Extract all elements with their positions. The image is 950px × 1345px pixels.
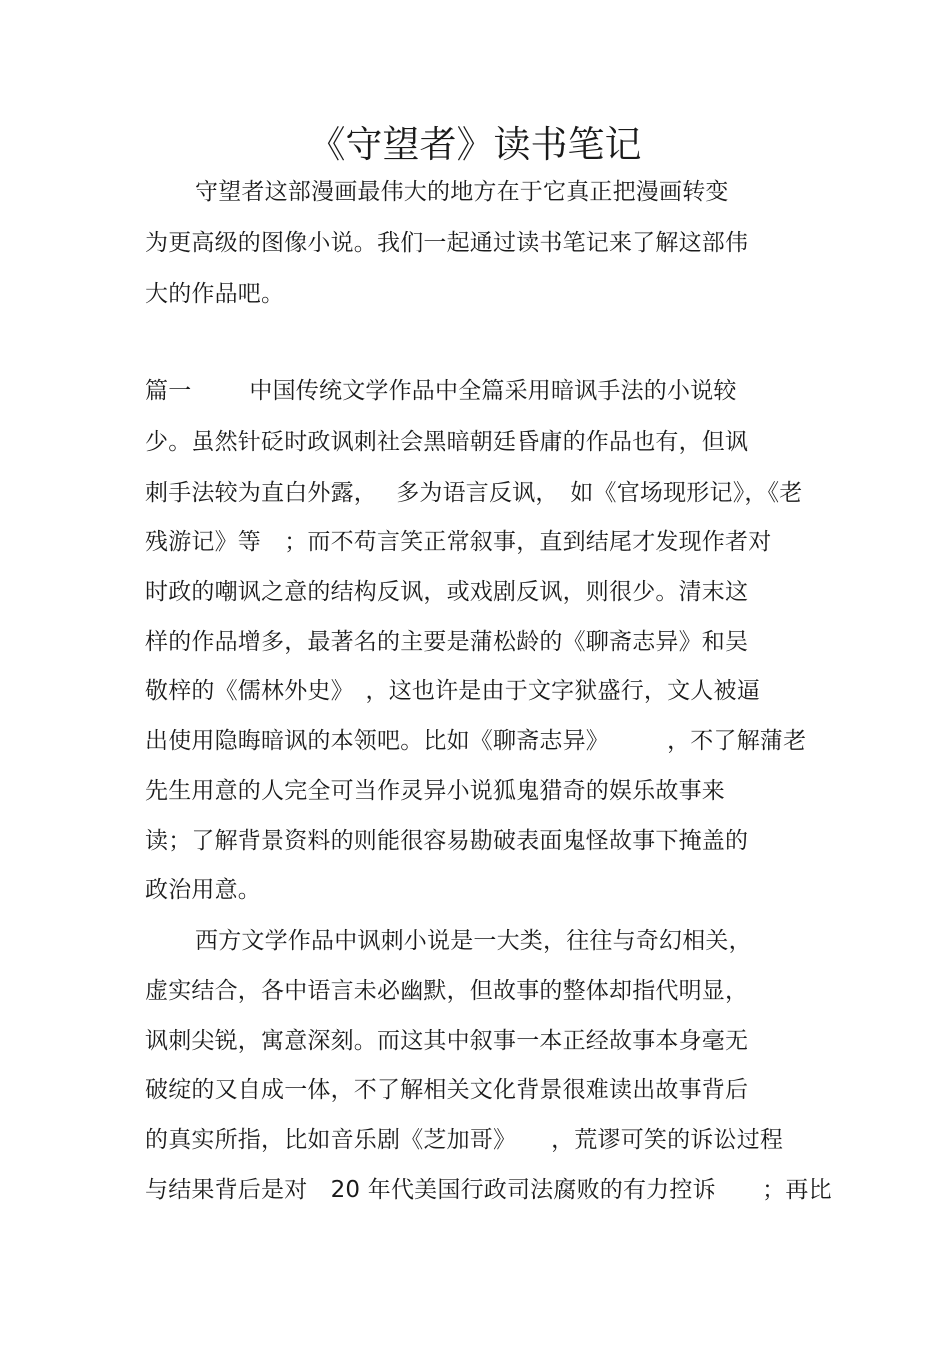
section-one-line: 刺手法较为直白外露， 多为语言反讽， 如《官场现形记》，《老 — [145, 480, 803, 506]
section-one-line: 政治用意。 — [145, 877, 261, 903]
section-one-line: 少。虽然针砭时政讽刺社会黑暗朝廷昏庸的作品也有，但讽 — [145, 429, 749, 455]
paragraph-two-line: 讽刺尖锐，寓意深刻。而这其中叙事一本正经故事本身毫无 — [145, 1028, 749, 1054]
section-label: 篇一 — [145, 378, 192, 404]
paragraph-two-line: 的真实所指，比如音乐剧《芝加哥》 ，荒谬可笑的诉讼过程 — [145, 1127, 784, 1153]
section-one-line: 残游记》等 ；而不苟言笑正常叙事，直到结尾才发现作者对 — [145, 529, 772, 555]
section-one-line: 时政的嘲讽之意的结构反讽，或戏剧反讽，则很少。清末这 — [145, 579, 749, 605]
section-one-line: 读；了解背景资料的则能很容易勘破表面鬼怪故事下掩盖的 — [145, 828, 749, 854]
section-text: 中国传统文学作品中全篇采用暗讽手法的小说较 — [249, 378, 737, 404]
section-one-line: 先生用意的人完全可当作灵异小说狐鬼猎奇的娱乐故事来 — [145, 778, 725, 804]
section-one-first-line — [145, 376, 737, 406]
section-one-line: 出使用隐晦暗讽的本领吧。比如《聊斋志异》 ，不了解蒲老 — [145, 728, 807, 754]
intro-line: 大的作品吧。 — [145, 281, 285, 307]
intro-line: 守望者这部漫画最伟大的地方在于它真正把漫画转变 — [195, 179, 729, 205]
section-one-line: 敬梓的《儒林外史》 ，这也许是由于文字狱盛行，文人被逼 — [145, 678, 760, 704]
section-one-line: 样的作品增多，最著名的主要是蒲松龄的《聊斋志异》和吴 — [145, 629, 749, 655]
document-title: 《守望者》读书笔记 — [308, 123, 642, 166]
paragraph-two-line: 破绽的又自成一体，不了解相关文化背景很难读出故事背后 — [145, 1077, 749, 1103]
paragraph-two-line: 虚实结合，各中语言未必幽默，但故事的整体却指代明显， — [145, 978, 749, 1004]
paragraph-two-line: 西方文学作品中讽刺小说是一大类，往往与奇幻相关， — [195, 928, 752, 954]
paragraph-two-line: 与结果背后是对 20 年代美国行政司法腐败的有力控诉 ；再比 — [145, 1177, 832, 1203]
intro-line: 为更高级的图像小说。我们一起通过读书笔记来了解这部伟 — [145, 230, 749, 256]
